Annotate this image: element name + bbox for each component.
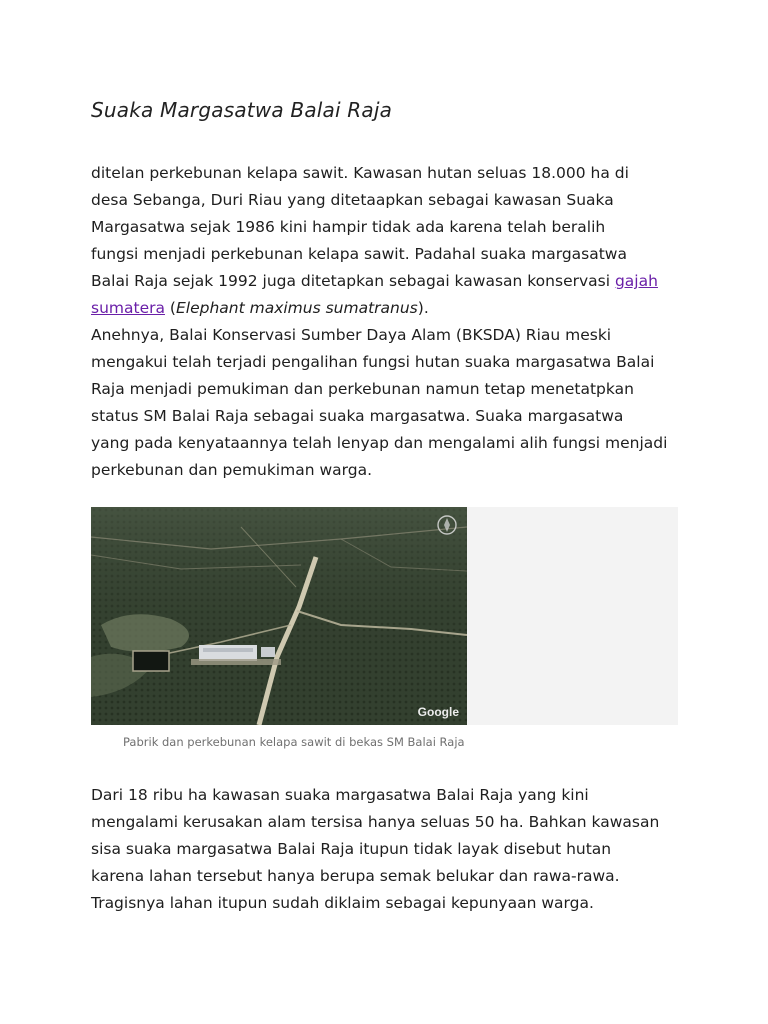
text-line: desa Sebanga, Duri Riau yang ditetaapkan sebagai kawasan Suaka: [91, 191, 614, 209]
text-line: perkebunan dan pemukiman warga.: [91, 461, 372, 479]
text-line: karena lahan tersebut hanya berupa semak belukar dan rawa-rawa.: [91, 867, 620, 885]
text-span: ).: [417, 299, 429, 317]
text-span: Balai Raja sejak 1992 juga ditetapkan sebagai kawasan konservasi: [91, 272, 615, 290]
article-title: Suaka Margasatwa Balai Raja: [91, 98, 393, 122]
google-watermark: Google: [417, 705, 459, 719]
article-paragraph-3: [91, 782, 691, 917]
text-line: fungsi menjadi perkebunan kelapa sawit. Padahal suaka margasatwa: [91, 245, 627, 263]
link-gajah[interactable]: gajah: [614, 272, 658, 290]
text-line: yang pada kenyataannya telah lenyap dan mengalami alih fungsi menjadi: [91, 434, 668, 452]
article-paragraph-1: [91, 160, 691, 484]
text-span: (: [164, 299, 176, 317]
species-name: Elephant maximus sumatranus: [175, 299, 418, 317]
aerial-photo-graphic: [91, 507, 467, 725]
link-sumatera[interactable]: sumatera: [91, 299, 165, 317]
text-line: Margasatwa sejak 1986 kini hampir tidak ada karena telah beralih: [91, 218, 606, 236]
photo-caption: Pabrik dan perkebunan kelapa sawit di bekas SM Balai Raja: [123, 735, 465, 749]
text-line: Dari 18 ribu ha kawasan suaka margasatwa Balai Raja yang kini: [91, 786, 589, 804]
photo-frame-padding: [467, 507, 678, 725]
text-line: Tragisnya lahan itupun sudah diklaim sebagai kepunyaan warga.: [91, 894, 594, 912]
text-line: [91, 295, 691, 322]
text-line: [91, 268, 691, 295]
text-line: Anehnya, Balai Konservasi Sumber Daya Alam (BKSDA) Riau meski: [91, 326, 612, 344]
text-line: status SM Balai Raja sebagai suaka margasatwa. Suaka margasatwa: [91, 407, 624, 425]
text-line: Raja menjadi pemukiman dan perkebunan namun tetap menetatpkan: [91, 380, 634, 398]
text-line: sisa suaka margasatwa Balai Raja itupun tidak layak disebut hutan: [91, 840, 612, 858]
aerial-photo: [91, 507, 467, 725]
text-line: mengakui telah terjadi pengalihan fungsi hutan suaka margasatwa Balai: [91, 353, 655, 371]
text-line: ditelan perkebunan kelapa sawit. Kawasan hutan seluas 18.000 ha di: [91, 164, 629, 182]
text-line: mengalami kerusakan alam tersisa hanya seluas 50 ha. Bahkan kawasan: [91, 813, 660, 831]
